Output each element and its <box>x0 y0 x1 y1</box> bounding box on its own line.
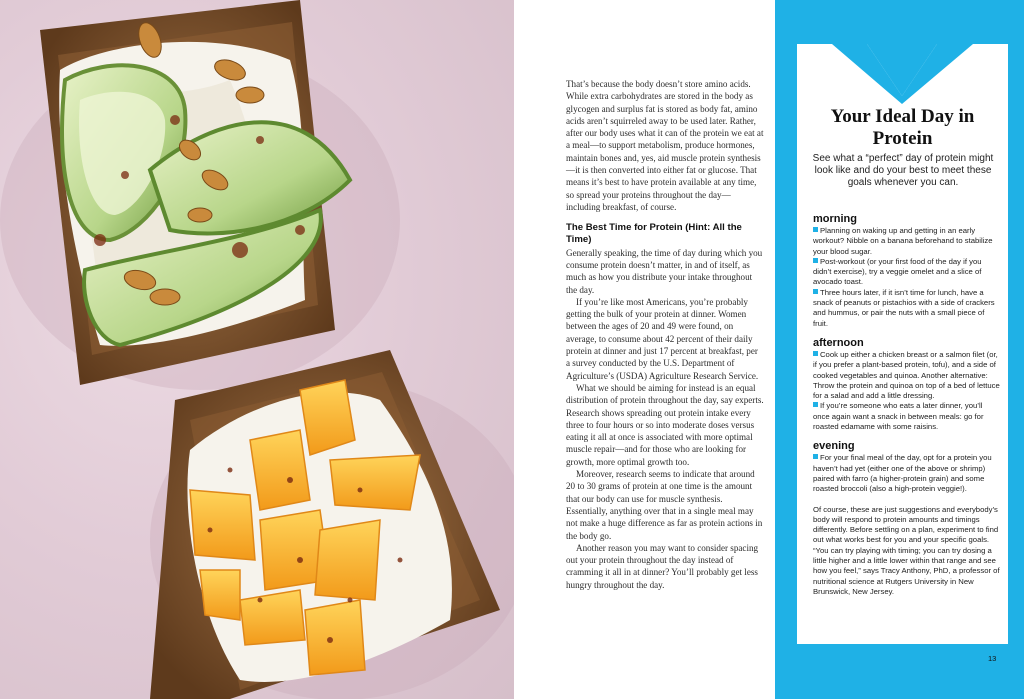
bullet-icon <box>813 402 818 407</box>
article-paragraph: Moreover, research seems to indicate that around 20 to 30 grams of protein at one time is the amount that our body can use for muscle synthesis. Essentially, anything over that in a single meal may not make a huge difference as far as protein actions in the body go. <box>566 469 763 541</box>
page-number: 13 <box>988 654 997 663</box>
article-paragraph: What we should be aiming for instead is an equal distribution of protein throughout the day, say experts. Research shows spreading out protein intake every three to four hours or so into moderate doses versus eating it all at once is associated with more optimal muscle repair—and for those who are looking for growth, more optimal growth too. <box>566 382 764 467</box>
sidebar-closing: Of course, these are just suggestions and everybody’s body will respond to protein amounts and timings differently. Before settling on a plan, experiment to find out what works best for you and your specific goals. “You can try playing with timing; you can try dosing a little higher and a little lower within that range and see how you feel,” says Tracy Anthony, PhD, a professor of nutritional science at Rutgers University in New Brunswick, New Jersey. <box>813 504 1000 596</box>
sidebar-intro: See what a “perfect” day of protein might look like and do your best to meet these goals whenever you can. <box>812 153 994 188</box>
list-item <box>813 350 1001 401</box>
article-paragraph: If you’re like most Americans, you’re probably getting the bulk of your protein at dinner. Women between the ages of 20 and 49 were found, on average, to consume about 42 percent of their daily protein at dinner and just 17 percent at breakfast, per a survey conducted by the U.S. Department of Agriculture’s (USDA) Agriculture Research Service. <box>566 296 759 381</box>
list-item <box>813 226 1001 257</box>
chevron-down-icon <box>797 44 1008 104</box>
sidebar-body <box>813 213 1001 597</box>
article-paragraph: Another reason you may want to consider spacing out your protein throughout the day instead of cramming it all in at dinner? You’ll probably get less hungry throughout the day. <box>566 542 759 590</box>
list-item-text: Planning on waking up and getting in an early workout? Nibble on a banana beforehand to stabilize your blood sugar. <box>813 226 993 256</box>
list-item <box>813 288 1001 329</box>
bullet-icon <box>813 454 818 459</box>
bullet-icon <box>813 289 818 294</box>
sidebar-title: Your Ideal Day in Protein <box>830 106 975 149</box>
bullet-icon <box>813 351 818 356</box>
bullet-icon <box>813 258 818 263</box>
section-heading-morning: morning <box>813 213 857 225</box>
list-item-text: For your final meal of the day, opt for a protein you haven’t had yet (either one of the above or shrimp) paired with farro (a higher-protein grain) and some roasted broccoli (also a high-protein veggie!). <box>813 453 992 494</box>
list-item <box>813 453 1001 494</box>
list-item-text: Three hours later, if it isn’t time for lunch, have a snack of peanuts or pistachios with a side of crackers and hummus, or pair the nuts with a small piece of fruit. <box>813 287 995 328</box>
section-heading-evening: evening <box>813 440 855 453</box>
list-item-text: Cook up either a chicken breast or a salmon filet (or, if you prefer a plant-based protein, tofu), and a side of cooked vegetables and quinoa. Another alternative: Throw the protein and quinoa on top of a bed of lettuce for a salad and add a little dressing. <box>813 349 1000 401</box>
top-toast <box>40 0 350 385</box>
bullet-icon <box>813 227 818 232</box>
list-item <box>813 401 1001 432</box>
list-item <box>813 257 1001 288</box>
article-subheading: The Best Time for Protein (Hint: All the Time) <box>566 222 742 246</box>
article-column <box>566 78 764 591</box>
list-item-text: If you’re someone who eats a later dinner, you’ll once again want a snack in between meals: go for roasted edamame with some raisins. <box>813 401 984 432</box>
list-item-text: Post-workout (or your first food of the day if you didn’t exercise), try a veggie omelet and a slice of avocado toast. <box>813 256 982 287</box>
article-paragraph: Generally speaking, the time of day during which you consume protein doesn’t matter, in and of itself, as much as how you distribute your intake throughout the day. <box>566 247 763 295</box>
section-heading-afternoon: afternoon <box>813 336 864 349</box>
article-intro: That’s because the body doesn’t store amino acids. While extra carbohydrates are stored in the body as glycogen and surplus fat is stored as body fat, amino acids aren’t squirreled away to be used later. Rather, after our body uses what it can of the protein we eat at a meal—to support metabolism, produce hormones, maintain bones and, yes, aid muscle protein synthesis—it is then converted into either fat or glucose. That means it’s best to have protein available at any time, so spread your proteins throughout the day—including breakfast, of course. <box>566 79 764 212</box>
